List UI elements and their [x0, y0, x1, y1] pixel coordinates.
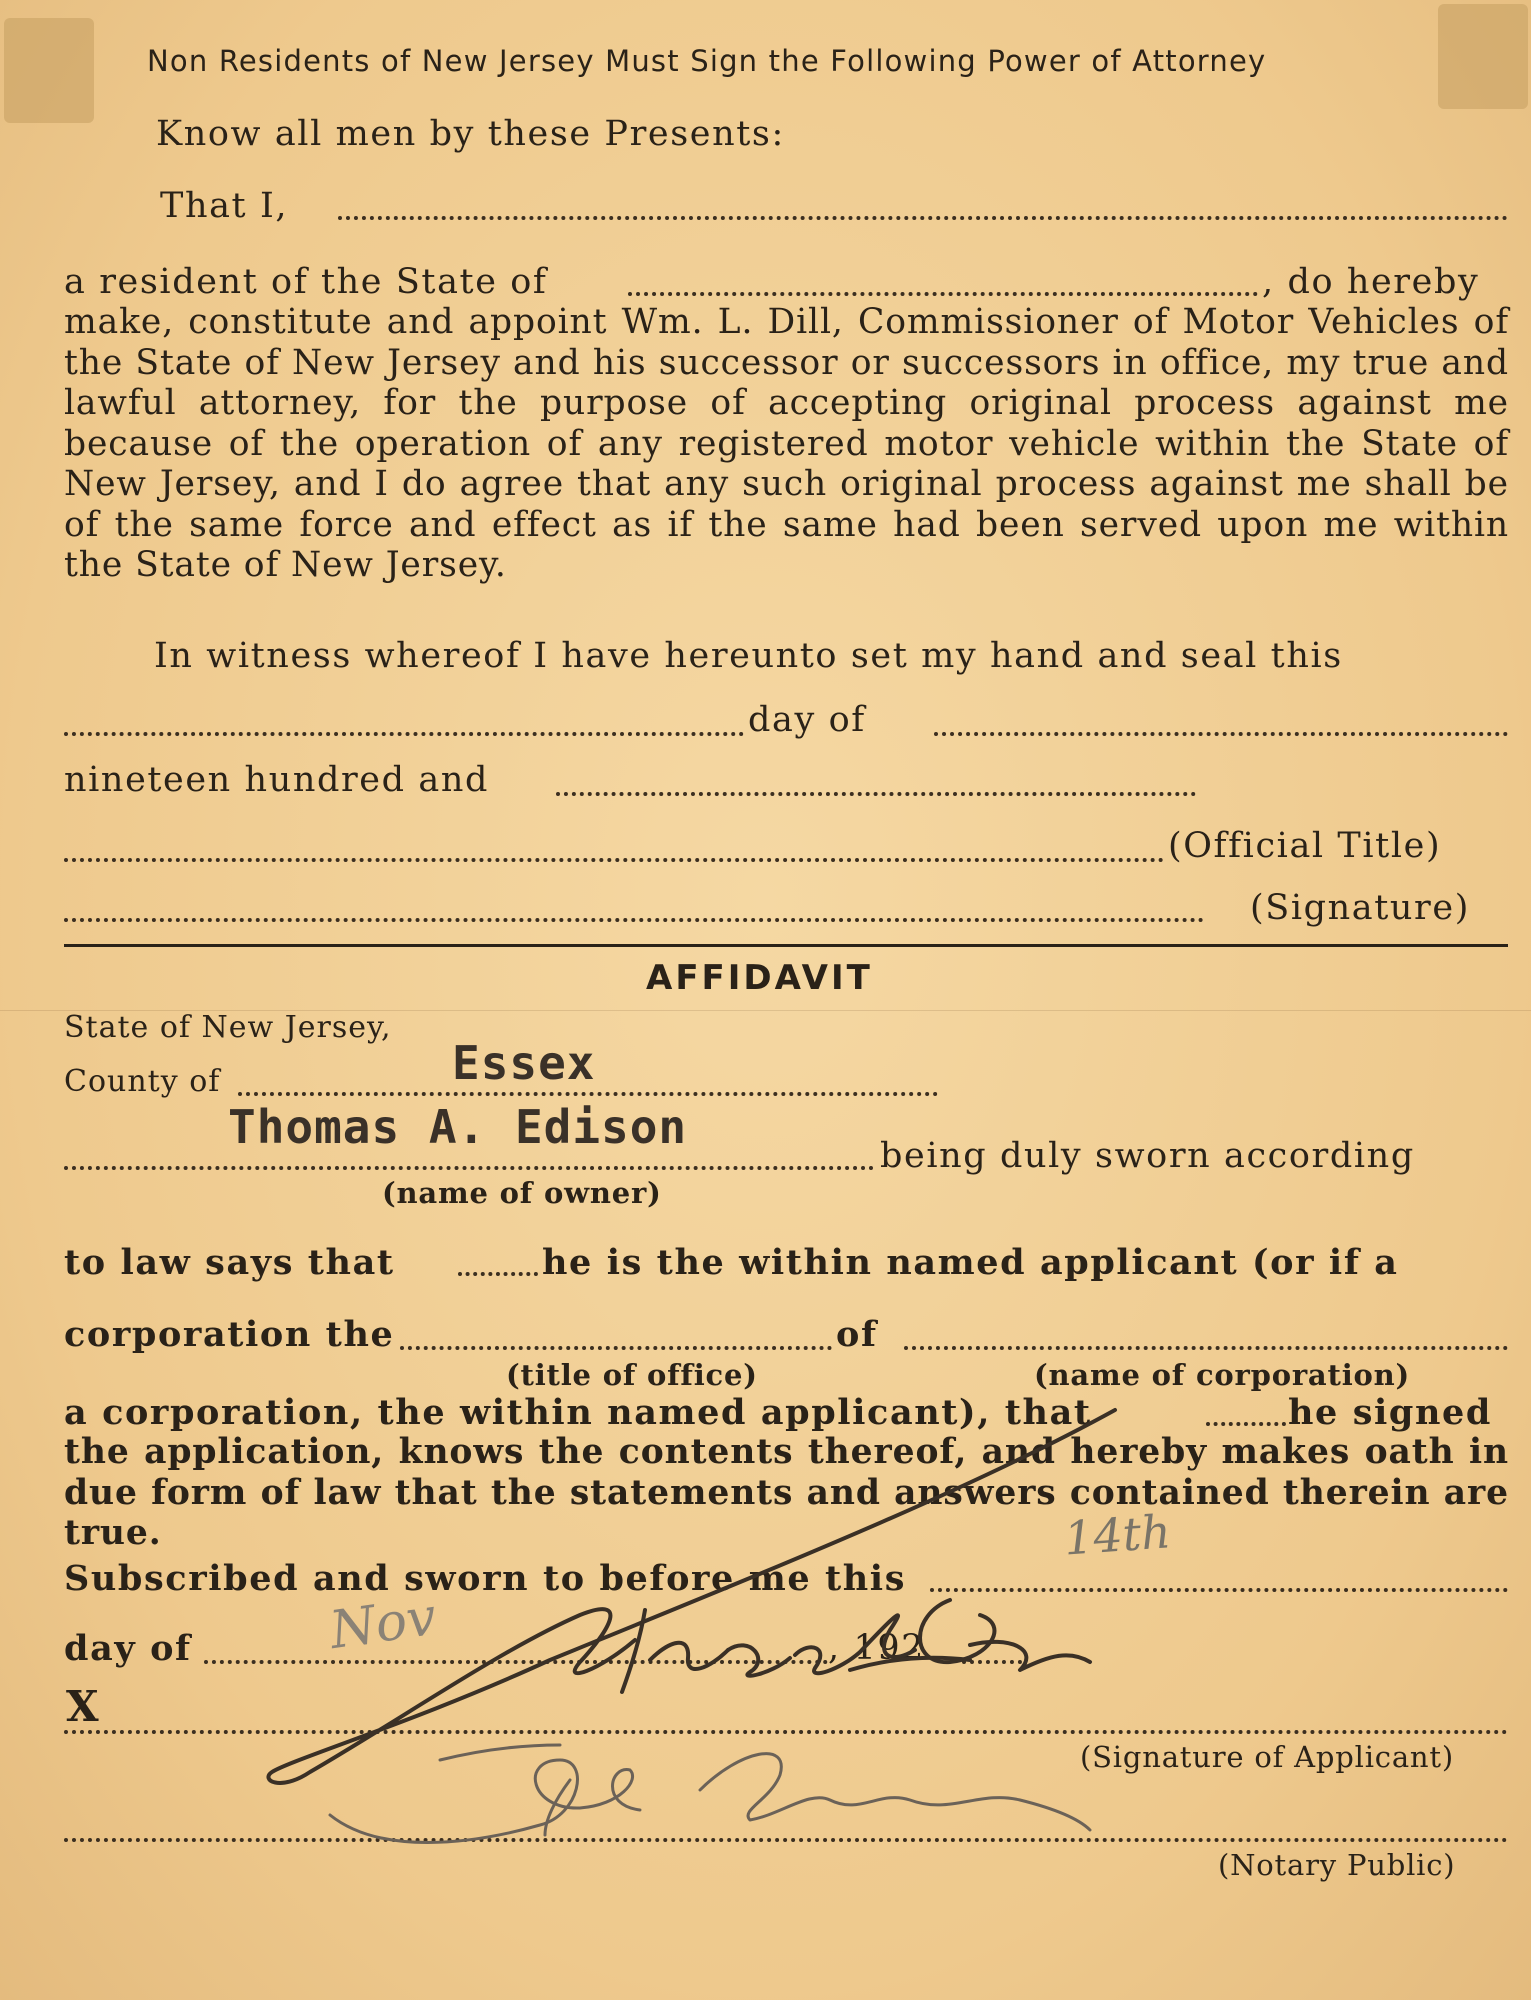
of-label: of	[836, 1314, 878, 1355]
corporation-the-label: corporation the	[64, 1314, 395, 1355]
official-title-line	[64, 858, 1164, 862]
do-hereby-text: , do hereby	[1262, 262, 1480, 302]
notary-public-label: (Notary Public)	[1218, 1848, 1456, 1882]
handwritten-month: Nov	[326, 1586, 440, 1662]
signature-label: (Signature)	[1250, 888, 1470, 928]
title-of-office-label: (title of office)	[506, 1358, 758, 1392]
day-blank-line	[64, 732, 744, 736]
resident-of-label: a resident of the State of	[64, 262, 548, 302]
within-named-applicant-text: he is the within named applicant (or if a	[542, 1242, 1399, 1283]
signature-line	[64, 918, 1204, 922]
month-blank-line	[934, 732, 1508, 736]
handwritten-day: 14th	[1062, 1504, 1173, 1566]
day-of-label: day of	[748, 700, 866, 740]
corporation-applicant-text: a corporation, the within named applicant), that	[64, 1392, 1092, 1433]
owner-name-value: Thomas A. Edison	[228, 1100, 688, 1154]
title-of-office-blank	[400, 1346, 832, 1350]
affidavit-title: AFFIDAVIT	[646, 958, 873, 998]
name-of-corporation-label: (name of corporation)	[1034, 1358, 1411, 1392]
witness-text: In witness whereof I have hereunto set my hand and seal this	[154, 636, 1343, 676]
tape-mark-right	[1438, 4, 1528, 109]
form-header: Non Residents of New Jersey Must Sign the Following Power of Attorney	[147, 44, 1267, 78]
sworn-according-text: being duly sworn according	[880, 1136, 1415, 1176]
he-signed-text: he signed	[1288, 1392, 1492, 1433]
county-value: Essex	[452, 1036, 596, 1090]
to-law-says-text: to law says that	[64, 1242, 395, 1283]
tape-mark-left	[4, 18, 94, 123]
paper-fold	[0, 1010, 1531, 1011]
notary-signature-drawing	[320, 1720, 1120, 1870]
year-blank-line	[556, 792, 1196, 796]
county-label: County of	[64, 1064, 221, 1099]
state-blank-line	[628, 292, 1258, 296]
pronoun-blank-1	[458, 1272, 538, 1276]
affidavit-body-text: the application, knows the contents thereof, and hereby makes oath in due form of law that the statements and answers contained therein are true.	[64, 1432, 1509, 1553]
owner-blank-line	[64, 1166, 874, 1170]
that-i-label: That I,	[160, 186, 289, 226]
official-title-label: (Official Title)	[1168, 826, 1442, 866]
nineteen-hundred-label: nineteen hundred and	[64, 760, 489, 800]
signature-of-applicant-label: (Signature of Applicant)	[1080, 1740, 1454, 1774]
county-blank-line	[238, 1092, 938, 1096]
subscribed-sworn-text: Subscribed and sworn to before me this	[64, 1558, 907, 1599]
x-mark: X	[66, 1682, 101, 1731]
know-all-men: Know all men by these Presents:	[156, 114, 785, 154]
section-divider	[64, 944, 1508, 947]
name-of-corporation-blank	[904, 1346, 1508, 1350]
name-of-owner-label: (name of owner)	[382, 1176, 662, 1210]
power-of-attorney-text: make, constitute and appoint Wm. L. Dill, Commissioner of Motor Vehicles of the State of New Jersey and his successor or successors in office, my true and lawful attorney, for the purpose of accepting original process against me because of the operation of any registered motor vehicle within the State of New Jersey, and I do agree that any such original process against me shall be of the same force and effect as if the same had been served upon me within the State of New Jersey.	[64, 302, 1509, 585]
state-of-new-jersey: State of New Jersey,	[64, 1010, 392, 1045]
day-of-label-affidavit: day of	[64, 1628, 192, 1669]
name-blank-line	[338, 216, 1508, 220]
year-prefix: , 192	[828, 1628, 926, 1668]
